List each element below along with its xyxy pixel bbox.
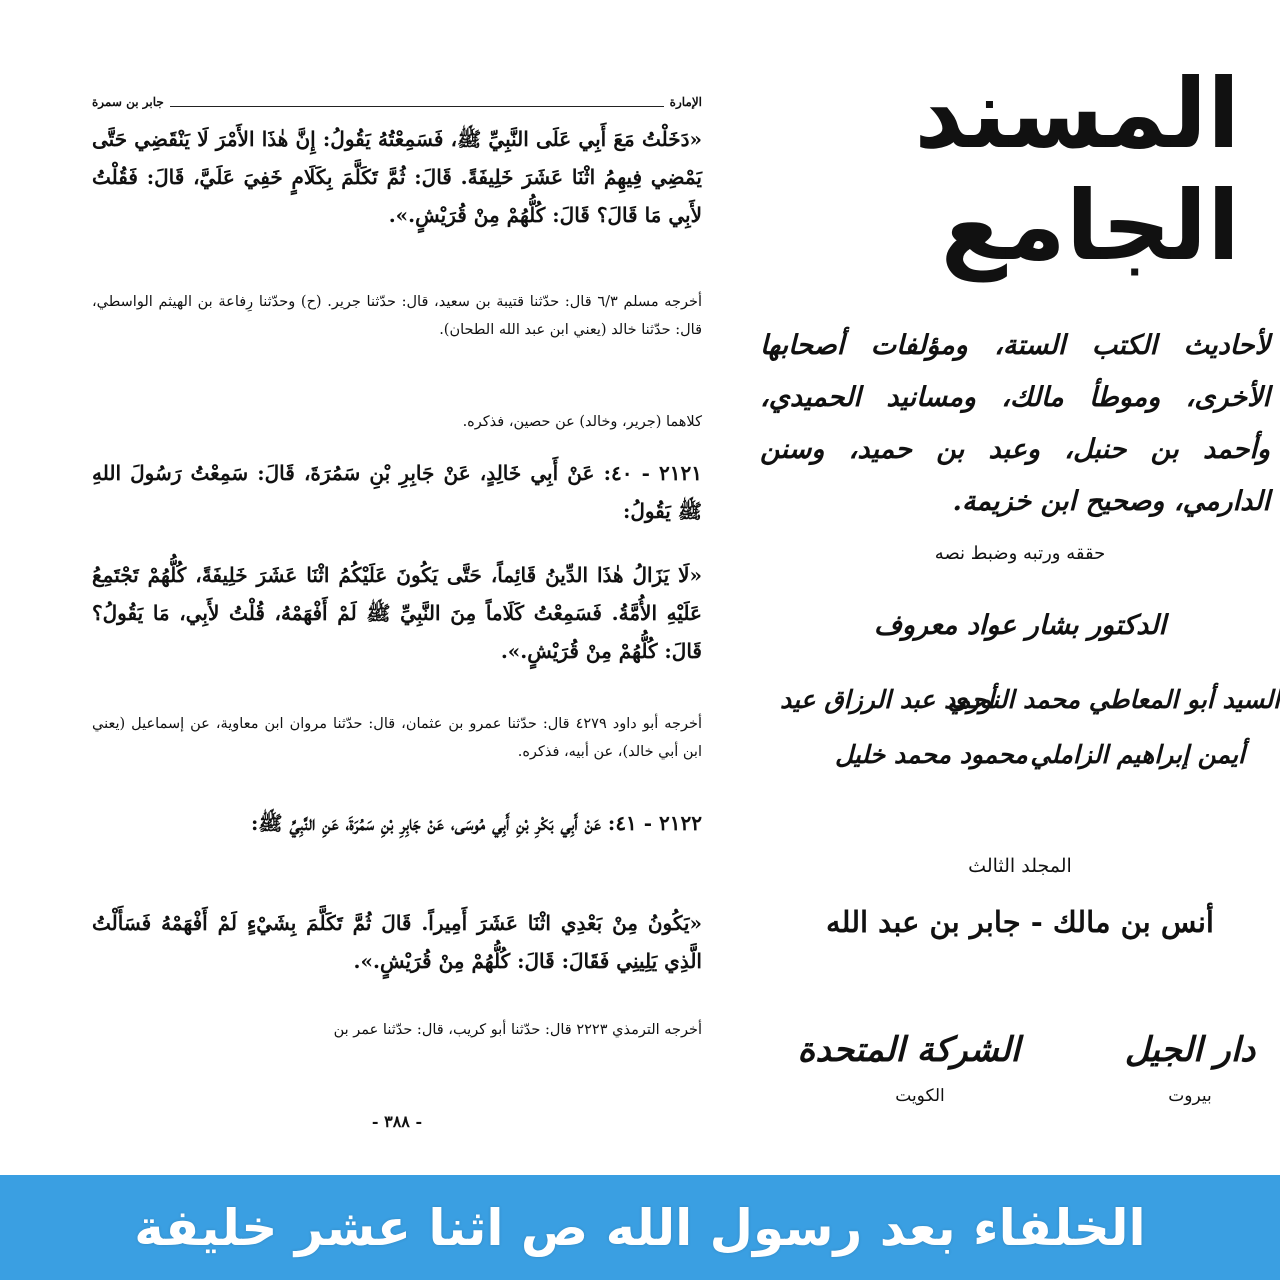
running-head xyxy=(92,92,702,112)
footnote-1: أخرجه مسلم ٦/٣ قال: حدّثنا قتيبة بن سعيد، قال: حدّثنا جرير. (ح) وحدّثنا رِفاعة بن الهيثم الواسطي، قال: حدّثنا خالد (يعني ابن عبد الله الطحان). xyxy=(92,294,703,338)
publishers xyxy=(760,1030,1280,1140)
footnote-1b: كلاهما (جرير، وخالد) عن حصين، فذكره. xyxy=(462,414,702,430)
editor-main: الدكتور بشار عواد معروف xyxy=(874,610,1166,641)
page-number: - ٣٨٨ - xyxy=(371,1112,423,1131)
editor-1: السيد أبو المعاطي محمد النوري xyxy=(947,685,1280,714)
running-head-narrator: جابر بن سمرة xyxy=(92,95,164,109)
editor-4: محمود محمد خليل xyxy=(835,740,1028,769)
hadith-text-2: «لَا يَزَالُ هٰذَا الدِّينُ قَائِماً، حَتَّى يَكُونَ عَلَيْكُمُ اثْنَا عَشَرَ خَلِيفَةً، كُلُّهُمْ تَجْتَمِعُ عَلَيْهِ الأُمَّةُ. فَسَمِعْتُ كَلَاماً مِنَ النَّبِيِّ ﷺ لَمْ أَفْهَمْهُ، قُلْتُ لأَبِي، مَا يَقُولُ؟ قَالَ: كُلُّهُمْ مِنْ قُرَيْشٍ.». xyxy=(92,563,702,663)
co-editors xyxy=(760,685,1280,795)
editor-3: أيمن إبراهيم الزاملي xyxy=(1030,740,1245,769)
caption-banner xyxy=(0,1175,1280,1280)
editor-2: أحمد عبد الرزاق عيد xyxy=(780,685,995,714)
hadith-head-2: ٢١٢١ - ٤٠: عَنْ أَبِي خَالِدٍ، عَنْ جَابِرِ بْنِ سَمُرَةَ، قَالَ: سَمِعْتُ رَسُولَ اللهِ ﷺ يَقُولُ: xyxy=(92,461,702,523)
running-head-rule xyxy=(170,98,664,107)
footnote-2: أخرجه أبو داود ٤٢٧٩ قال: حدّثنا عمرو بن عثمان، قال: حدّثنا مروان ابن معاوية، عن إسماعيل (يعني ابن أبي خالد)، عن أبيه، فذكره. xyxy=(92,716,702,760)
publisher-dar-al-jil xyxy=(1100,1030,1280,1106)
volume-title: أنس بن مالك - جابر بن عبد الله xyxy=(826,905,1214,939)
hadith-text-1: «دَخَلْتُ مَعَ أَبِي عَلَى النَّبِيِّ ﷺ، فَسَمِعْتُهُ يَقُولُ: إِنَّ هٰذَا الأَمْرَ لَا يَنْقَضِي حَتَّى يَمْضِي فِيهِمُ اثْنَا عَشَرَ خَلِيفَةً. قَالَ: ثُمَّ تَكَلَّمَ بِكَلَامٍ خَفِيَ عَلَيَّ، قَالَ: فَقُلْتُ لأَبِي مَا قَالَ؟ قَالَ: كُلُّهُمْ مِنْ قُرَيْشٍ.». xyxy=(92,127,702,227)
volume-label: المجلد الثالث xyxy=(968,855,1072,877)
publisher-2-name: الشركة المتحدة xyxy=(797,1030,1020,1070)
book-subtitle: لأحاديث الكتب الستة، ومؤلفات أصحابها الأخرى، وموطأ مالك، ومسانيد الحميدي، وأحمد بن حنبل، وعبد بن حميد، وسنن الدارمي، وصحيح ابن خزيمة. xyxy=(760,330,1270,517)
hadith-head-3: ٢١٢٢ - ٤١: عَنْ أَبِي بَكْرِ بْنِ أَبِي مُوسَى، عَنْ جَابِرِ بْنِ سَمُرَةَ، عَنِ النَّبِيِّ ﷺ: xyxy=(250,811,702,835)
edited-by-label: حققه ورتبه وضبط نصه xyxy=(934,543,1106,564)
publisher-2-city: الكويت xyxy=(895,1086,945,1106)
book-title: المسند الجامع xyxy=(914,58,1240,282)
left-page xyxy=(92,92,702,1132)
hadith-text-3: «يَكُونُ مِنْ بَعْدِي اثْنَا عَشَرَ أَمِيراً. قَالَ ثُمَّ تَكَلَّمَ بِشَيْءٍ لَمْ أَفْهَمْهُ فَسَأَلْتُ الَّذِي يَلِينِي فَقَالَ: قَالَ: كُلُّهُمْ مِنْ قُرَيْشٍ.». xyxy=(92,911,702,973)
footnote-3: أخرجه الترمذي ٢٢٢٣ قال: حدّثنا أبو كريب، قال: حدّثنا عمر بن xyxy=(333,1022,702,1038)
publisher-1-city: بيروت xyxy=(1168,1086,1212,1106)
banner-caption: الخلفاء بعد رسول الله ص اثنا عشر خليفة xyxy=(134,1198,1146,1257)
publisher-united-company xyxy=(797,1030,1020,1106)
title-page xyxy=(760,58,1280,1140)
running-head-chapter: الإمارة xyxy=(669,95,702,109)
publisher-1-name: دار الجيل xyxy=(1124,1030,1256,1070)
